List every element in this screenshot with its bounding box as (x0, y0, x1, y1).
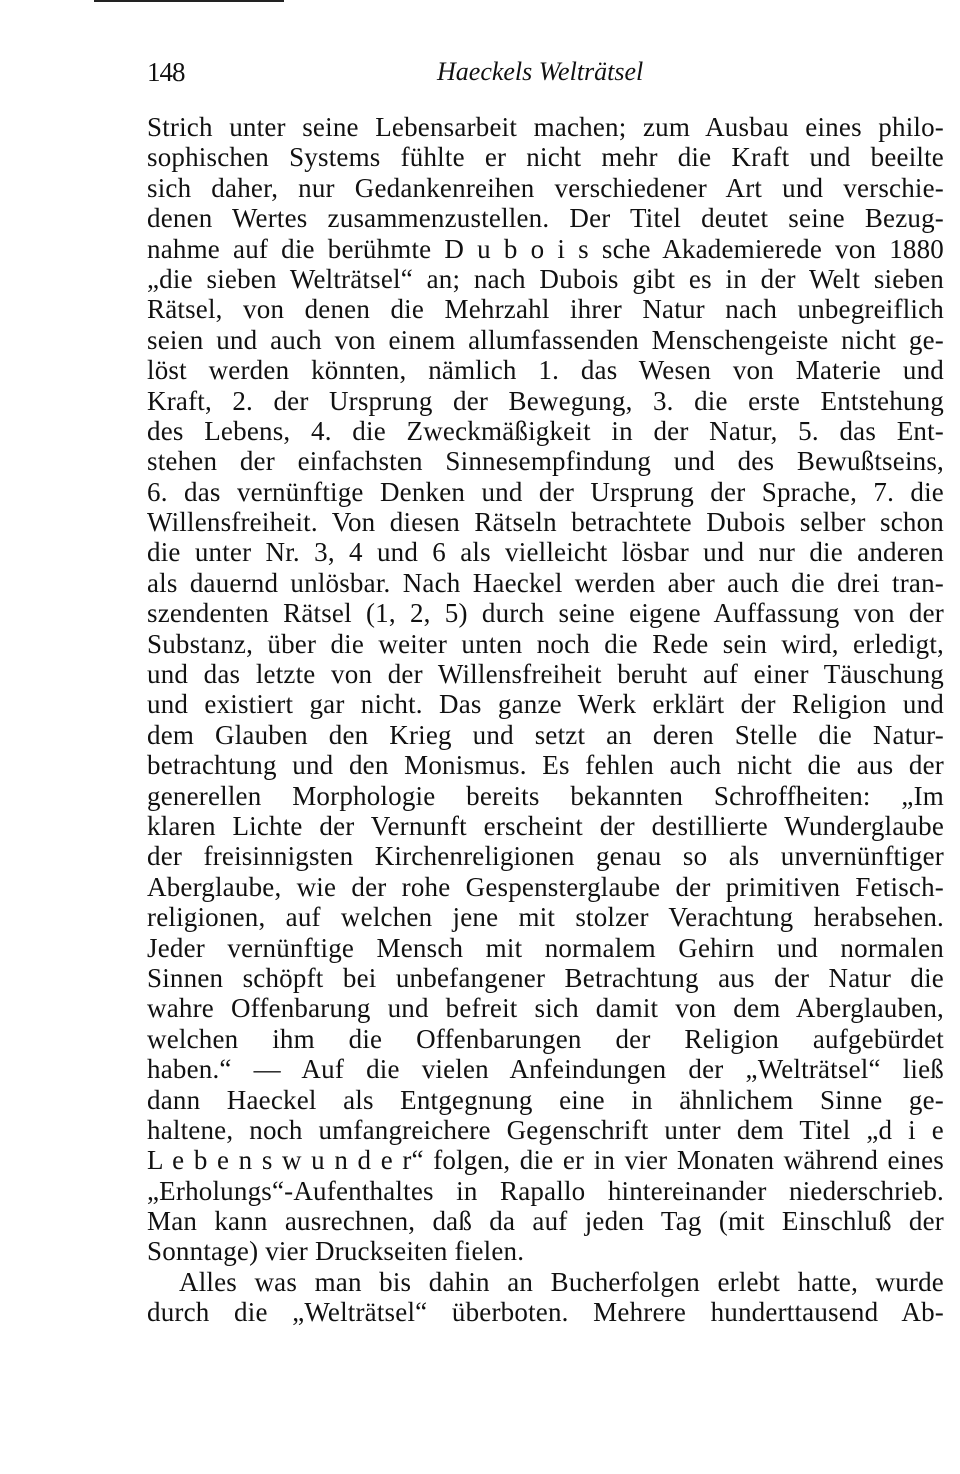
text-line: „Erholungs“-Aufenthaltes in Rapallo hintereinander niederschrieb. (147, 1175, 944, 1206)
text-line: welchen ihm die Offenbarungen der Religion aufgebürdet (147, 1023, 944, 1054)
text-line: stehen der einfachsten Sinnesempfindung und des Bewußtseins, (147, 446, 944, 477)
text-line: Kraft, 2. der Ursprung der Bewegung, 3. die erste Entstehung (147, 385, 944, 416)
text-line: „die sieben Welträtsel“ an; nach Dubois gibt es in der Welt sieben (147, 263, 944, 294)
running-head-title: Haeckels Welträtsel (437, 57, 644, 86)
scan-edge-line (94, 0, 284, 2)
text-line: Man kann ausrechnen, daß da auf jeden Tag (mit Einschluß der (147, 1206, 944, 1237)
text-line: und existiert gar nicht. Das ganze Werk erklärt der Religion und (147, 689, 944, 720)
text-line: durch die „Welträtsel“ überboten. Mehrere hunderttausend Ab- (147, 1297, 944, 1328)
paragraph-2 (147, 1267, 944, 1328)
text-line: Jeder vernünftige Mensch mit normalem Gehirn und normalen (147, 932, 944, 963)
text-line: klaren Lichte der Vernunft erscheint der destillierte Wunderglaube (147, 810, 944, 841)
text-line: religionen, auf welchen jene mit stolzer Verachtung herabsehen. (147, 902, 944, 933)
text-line: Sonntage) vier Druckseiten fielen. (147, 1236, 525, 1267)
text-line: wahre Offenbarung und befreit sich damit von dem Aberglauben, (147, 993, 944, 1024)
text-line: 6. das vernünftige Denken und der Ursprung der Sprache, 7. die (147, 476, 944, 507)
text-line: als dauernd unlösbar. Nach Haeckel werden aber auch die drei tran- (147, 567, 944, 598)
body-text (147, 112, 944, 1328)
text-line: des Lebens, 4. die Zweckmäßigkeit in der Natur, 5. das Ent- (147, 415, 944, 446)
text-line: Sinnen schöpft bei unbefangener Betrachtung aus der Natur die (147, 962, 944, 993)
text-line: Substanz, über die weiter unten noch die Rede sein wird, erledigt, (147, 628, 944, 659)
text-line: Aberglaube, wie der rohe Gespensterglaube der primitiven Fetisch- (147, 871, 944, 902)
text-line: Alles was man bis dahin an Bucherfolgen erlebt hatte, wurde (179, 1266, 944, 1297)
text-line: Strich unter seine Lebensarbeit machen; zum Ausbau eines philo- (147, 112, 944, 142)
text-line: der freisinnigsten Kirchenreligionen genau so als unvernünftiger (147, 841, 944, 872)
text-line: löst werden könnten, nämlich 1. das Wesen von Materie und (147, 355, 944, 386)
paragraph-1 (147, 112, 944, 1267)
running-head (147, 52, 947, 92)
text-line: haltene, noch umfangreichere Gegenschrift unter dem Titel „d i e (147, 1114, 944, 1145)
text-line: seien und auch von einem allumfassenden Menschengeiste nicht ge- (147, 324, 944, 355)
text-line: Rätsel, von denen die Mehrzahl ihrer Natur nach unbegreiflich (147, 294, 944, 325)
text-line: L e b e n s w u n d e r“ folgen, die er in vier Monaten während eines (147, 1145, 944, 1176)
text-line: nahme auf die berühmte D u b o i s sche Akademierede von 1880 (147, 233, 944, 264)
text-line: die unter Nr. 3, 4 und 6 als vielleicht lösbar und nur die anderen (147, 537, 944, 568)
page-number: 148 (147, 57, 185, 87)
text-line: dem Glauben den Krieg und setzt an deren Stelle die Natur- (147, 719, 944, 750)
text-line: dann Haeckel als Entgegnung eine in ähnlichem Sinne ge- (147, 1084, 944, 1115)
text-line: denen Wertes zusammenzustellen. Der Titel deutet seine Bezug- (147, 203, 944, 234)
text-line: generellen Morphologie bereits bekannten Schroffheiten: „Im (147, 780, 944, 811)
text-line: sich daher, nur Gedankenreihen verschiedener Art und verschie- (147, 172, 944, 203)
text-line: Willensfreiheit. Von diesen Rätseln betrachtete Dubois selber schon (147, 507, 944, 538)
text-line: haben.“ — Auf die vielen Anfeindungen der „Welträtsel“ ließ (147, 1054, 944, 1085)
text-line: szendenten Rätsel (1, 2, 5) durch seine eigene Auffassung von der (147, 598, 944, 629)
text-line: betrachtung und den Monismus. Es fehlen auch nicht die aus der (147, 750, 944, 781)
text-line: sophischen Systems fühlte er nicht mehr die Kraft und beeilte (147, 142, 944, 173)
text-line: und das letzte von der Willensfreiheit beruht auf einer Täuschung (147, 659, 944, 690)
